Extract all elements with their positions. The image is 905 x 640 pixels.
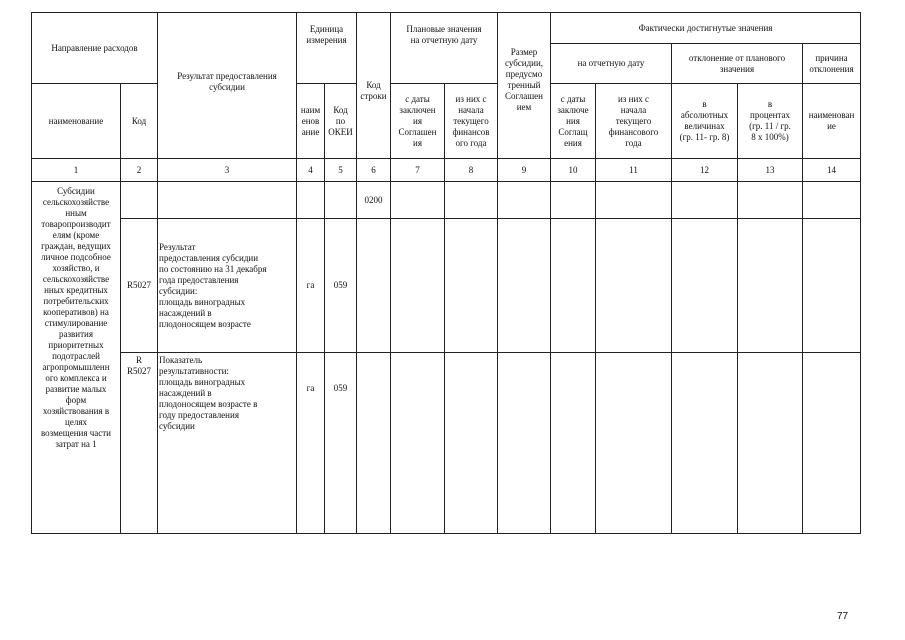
header-subsidy-size: Размер субсидии, предусмо тренный Соглашен ием xyxy=(498,13,551,159)
col-number: 5 xyxy=(325,159,357,182)
header-pct: в процентах (гр. 11 / гр. 8 x 100%) xyxy=(738,84,803,159)
header-name: наименование xyxy=(32,84,121,159)
col-number: 13 xyxy=(738,159,803,182)
header-plan-from-year: из них с начала текущего финансов ого года xyxy=(445,84,498,159)
table-row xyxy=(32,353,861,534)
col-number: 14 xyxy=(803,159,861,182)
col-number: 10 xyxy=(551,159,596,182)
header-deviation: отклонение от планового значения xyxy=(672,44,803,84)
code-cell: R R5027 xyxy=(121,353,158,534)
header-reason: причина отклонения xyxy=(803,44,861,84)
direction-cell: Субсидии сельскохозяйстве нным товаропроизводит елям (кроме граждан, ведущих личное подсобное хозяйство, и сельскохозяйстве нных кредитных потребительских кооперативов) на стимулирование развития приоритетных подотраслей агропромышленн ого комплекса и развитие малых форм хозяйствования в целях возмещения части затрат на 1 xyxy=(32,182,121,534)
col-number: 11 xyxy=(596,159,672,182)
header-actual: Фактически достигнутые значения xyxy=(551,13,861,44)
table-row xyxy=(32,219,861,353)
okei-cell: 059 xyxy=(325,219,357,353)
header-plan: Плановые значения на отчетную дату xyxy=(391,13,498,84)
header-row-code: Код строки xyxy=(357,13,391,159)
col-number: 4 xyxy=(297,159,325,182)
unit-cell: га xyxy=(297,353,325,534)
col-number: 6 xyxy=(357,159,391,182)
header-unit-name: наим енов ание xyxy=(297,84,325,159)
col-number: 7 xyxy=(391,159,445,182)
result-cell: Показатель результативности: площадь виноградных насаждений в плодоносящем возрасте в году предоставления субсидии xyxy=(158,353,297,534)
header-fact-from-year: из них с начала текущего финансового года xyxy=(596,84,672,159)
header-code: Код xyxy=(121,84,158,159)
header-okei: Код по ОКЕИ xyxy=(325,84,357,159)
header-fact-from-sign: с даты заключе ния Соглащ ения xyxy=(551,84,596,159)
unit-cell: га xyxy=(297,219,325,353)
header-result: Результат предоставления субсидии xyxy=(158,13,297,159)
col-number: 12 xyxy=(672,159,738,182)
header-unit: Единица измерения xyxy=(297,13,357,84)
result-cell: Результат предоставления субсидии по состоянию на 31 декабря года предоставления субсидии: площадь виноградных насаждений в плодоносящем возрасте xyxy=(158,219,297,353)
table-row xyxy=(32,182,861,219)
header-on-date: на отчетную дату xyxy=(551,44,672,84)
header-direction: Направление расходов xyxy=(32,13,158,84)
okei-cell: 059 xyxy=(325,353,357,534)
col-number: 8 xyxy=(445,159,498,182)
code-cell: R5027 xyxy=(121,219,158,353)
column-numbers-row xyxy=(32,159,861,182)
report-table xyxy=(31,12,861,534)
col-number: 3 xyxy=(158,159,297,182)
header-reason-name: наименован ие xyxy=(803,84,861,159)
header-plan-from-sign: с даты заключен ия Соглашен ия xyxy=(391,84,445,159)
col-number: 1 xyxy=(32,159,121,182)
page-number: 77 xyxy=(837,611,849,622)
row-code-cell: 0200 xyxy=(357,182,391,219)
col-number: 2 xyxy=(121,159,158,182)
header-abs: в абсолютных величинах (гр. 11- гр. 8) xyxy=(672,84,738,159)
col-number: 9 xyxy=(498,159,551,182)
